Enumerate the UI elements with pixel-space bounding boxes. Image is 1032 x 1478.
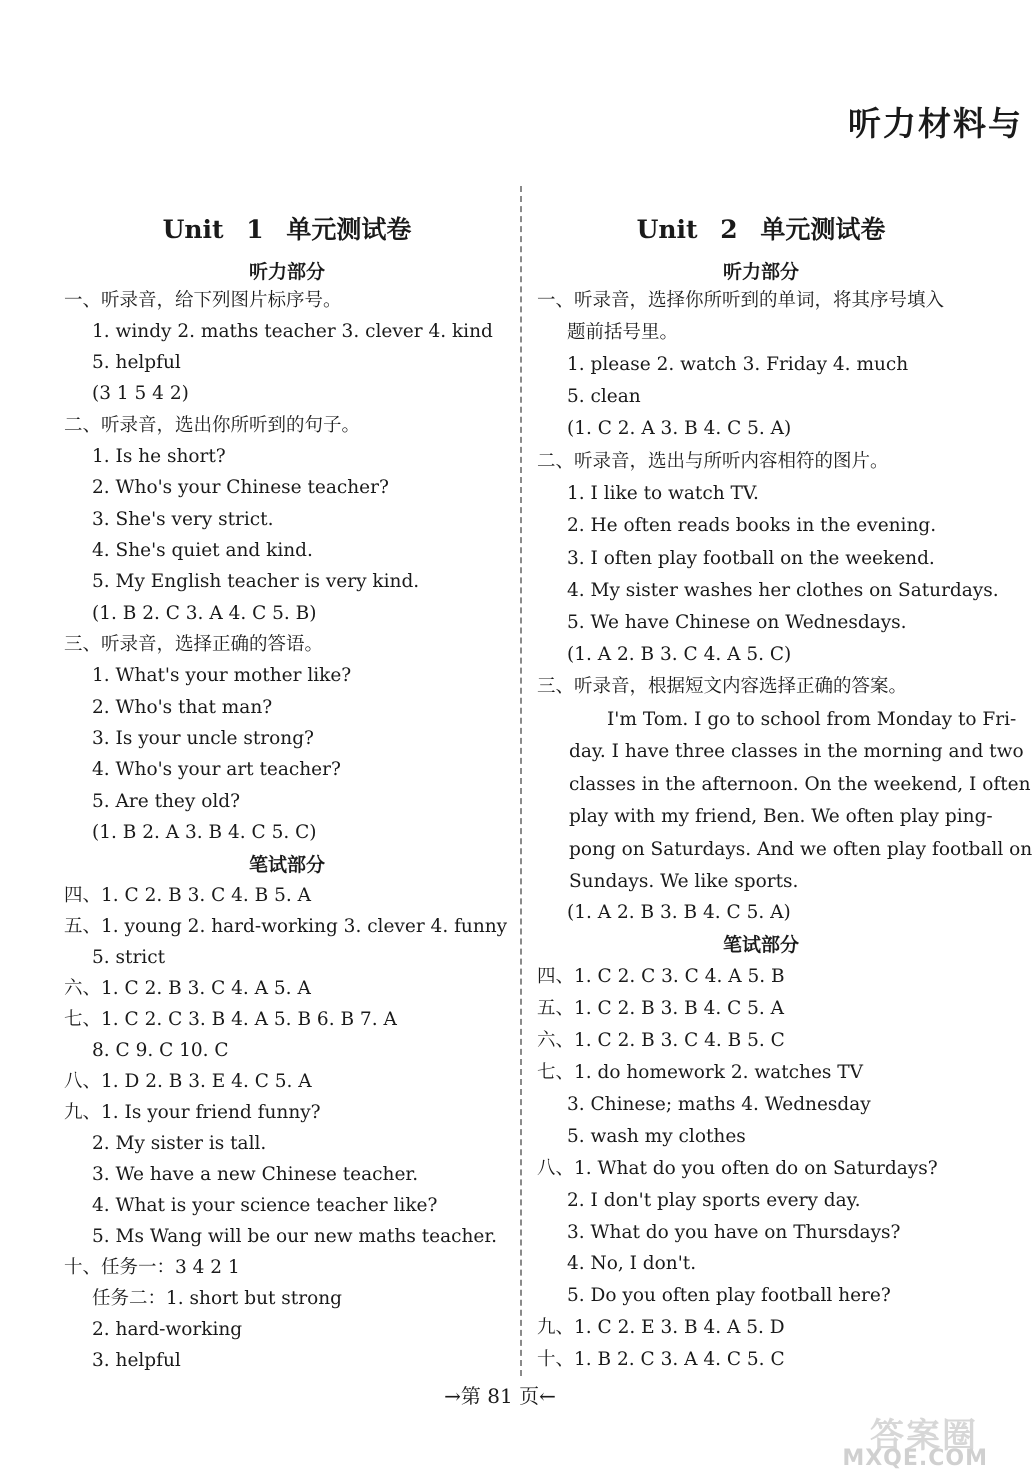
unit-1-line: 一、听录音，给下列图片标序号。 (64, 290, 342, 311)
unit-2-line: 题前括号里。 (567, 322, 679, 343)
unit-1-line: 3. We have a new Chinese teacher. (92, 1164, 419, 1185)
passage-line: classes in the afternoon. On the weekend, I often (569, 774, 1031, 795)
unit-2-line: (1. A 2. B 3. C 4. A 5. C) (567, 644, 792, 665)
unit-1-line: 二、听录音，选出你所听到的句子。 (64, 415, 361, 436)
unit-2-line: 5. clean (567, 386, 641, 407)
unit-1-line: 三、听录音，选择正确的答语。 (64, 634, 324, 655)
unit-2-line: 一、听录音，选择你所听到的单词，将其序号填入 (537, 290, 945, 311)
unit-2-line: 1. I like to watch TV. (567, 483, 759, 504)
unit-1-line: 四、1. C 2. B 3. C 4. B 5. A (64, 885, 312, 906)
unit-2-line: 5. We have Chinese on Wednesdays. (567, 612, 907, 633)
watermark-logo (800, 1408, 992, 1472)
unit-1-line: 五、1. young 2. hard-working 3. clever 4. funny (64, 916, 508, 937)
unit-2-writing-heading: 笔试部分 (722, 934, 799, 956)
unit-2-line: (1. C 2. A 3. B 4. C 5. A) (567, 418, 792, 439)
unit-2-line: 1. please 2. watch 3. Friday 4. much (567, 354, 909, 375)
unit-1-line: 5. Are they old? (92, 791, 241, 812)
column-divider (520, 186, 522, 1376)
unit-1-line: (1. B 2. A 3. B 4. C 5. C) (92, 822, 317, 843)
unit-1-line: 九、1. Is your friend funny? (64, 1102, 321, 1123)
unit-1-line: 3. She's very strict. (92, 509, 274, 530)
unit-1-line: 2. Who's that man? (92, 697, 273, 718)
unit-2-line: 3. What do you have on Thursdays? (567, 1222, 901, 1243)
unit-1-line: 1. windy 2. maths teacher 3. clever 4. kind (92, 321, 493, 342)
unit-1-line: 十、任务一：3 4 2 1 (64, 1257, 240, 1278)
unit-2-line: 5. wash my clothes (567, 1126, 746, 1147)
unit-1-line: 4. She's quiet and kind. (92, 540, 313, 561)
unit-2-line: 5. Do you often play football here? (567, 1285, 891, 1306)
unit-2-line: 2. He often reads books in the evening. (567, 515, 937, 536)
watermark-text: 答案圈 (870, 1416, 978, 1456)
unit-1-line: 2. Who's your Chinese teacher? (92, 477, 389, 498)
unit-1-title: Unit 1 单元测试卷 (162, 215, 412, 244)
unit-2-line: 八、1. What do you often do on Saturdays? (537, 1158, 938, 1179)
unit-2-title: Unit 2 单元测试卷 (636, 215, 886, 244)
unit-1-line: (3 1 5 4 2) (92, 383, 189, 404)
passage-line: day. I have three classes in the morning and two (569, 741, 1024, 762)
unit-1-line: 1. Is he short? (92, 446, 226, 467)
unit-1-line: 2. My sister is tall. (92, 1133, 267, 1154)
unit-1-line: (1. B 2. C 3. A 4. C 5. B) (92, 603, 317, 624)
unit-2-line: 4. My sister washes her clothes on Saturdays. (567, 580, 999, 601)
unit-2-line: (1. A 2. B 3. B 4. C 5. A) (567, 902, 791, 923)
unit-1-line: 5. My English teacher is very kind. (92, 571, 420, 592)
unit-2-line: 2. I don't play sports every day. (567, 1190, 861, 1211)
unit-1-line: 八、1. D 2. B 3. E 4. C 5. A (64, 1071, 312, 1092)
unit-2-line: 三、听录音，根据短文内容选择正确的答案。 (537, 676, 908, 697)
unit-1-line: 5. Ms Wang will be our new maths teacher. (92, 1226, 498, 1247)
unit-2-line: 3. I often play football on the weekend. (567, 548, 935, 569)
unit-1-line: 4. Who's your art teacher? (92, 759, 341, 780)
watermark-domain: MXQE.COM (842, 1446, 988, 1471)
unit-1-line: 2. hard-working (92, 1319, 243, 1340)
unit-1-line: 七、1. C 2. C 3. B 4. A 5. B 6. B 7. A (64, 1009, 397, 1030)
unit-2-line: 四、1. C 2. C 3. C 4. A 5. B (537, 966, 785, 987)
unit-1-line: 3. helpful (92, 1350, 181, 1371)
page-number: →第 81 页← (444, 1384, 556, 1408)
unit-1-line: 8. C 9. C 10. C (92, 1040, 229, 1061)
unit-2-listening-heading: 听力部分 (722, 261, 799, 283)
passage-line: pong on Saturdays. And we often play football on (569, 839, 1032, 860)
unit-2-line: 3. Chinese; maths 4. Wednesday (567, 1094, 871, 1115)
unit-2-line: 五、1. C 2. B 3. B 4. C 5. A (537, 998, 785, 1019)
unit-1-line: 任务二：1. short but strong (92, 1288, 342, 1309)
unit-1-line: 1. What's your mother like? (92, 665, 352, 686)
passage-line: play with my friend, Ben. We often play ping- (569, 806, 993, 827)
unit-1-listening-heading: 听力部分 (248, 261, 325, 283)
unit-2-line: 二、听录音，选出与所听内容相符的图片。 (537, 451, 889, 472)
passage-line: I'm Tom. I go to school from Monday to Fri- (607, 709, 1017, 730)
page-header-title: 听力材料与 (848, 104, 1023, 143)
unit-1-line: 六、1. C 2. B 3. C 4. A 5. A (64, 978, 311, 999)
unit-2-line: 4. No, I don't. (567, 1253, 697, 1274)
unit-2-line: 七、1. do homework 2. watches TV (537, 1062, 863, 1083)
unit-1-writing-heading: 笔试部分 (248, 854, 325, 876)
unit-1-line: 5. strict (92, 947, 166, 968)
unit-1-line: 4. What is your science teacher like? (92, 1195, 438, 1216)
passage-line: Sundays. We like sports. (569, 871, 799, 892)
unit-1-line: 3. Is your uncle strong? (92, 728, 314, 749)
unit-2-line: 十、1. B 2. C 3. A 4. C 5. C (537, 1349, 785, 1370)
unit-2-line: 六、1. C 2. B 3. C 4. B 5. C (537, 1030, 785, 1051)
unit-2-line: 九、1. C 2. E 3. B 4. A 5. D (537, 1317, 785, 1338)
unit-1-line: 5. helpful (92, 352, 181, 373)
